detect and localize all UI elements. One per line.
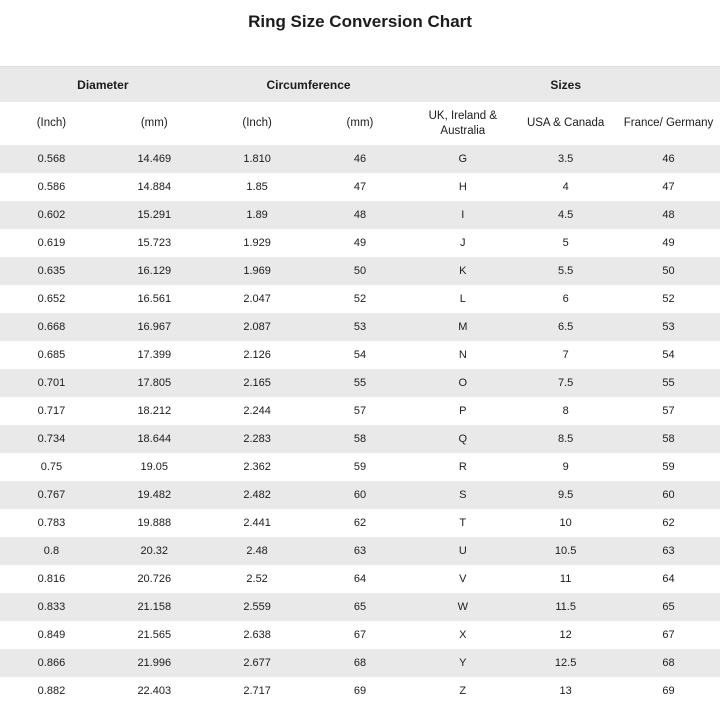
- table-cell: 15.291: [103, 201, 206, 229]
- table-cell: 13: [514, 677, 617, 705]
- table-cell: 2.126: [206, 341, 309, 369]
- table-cell: 9: [514, 453, 617, 481]
- table-cell: 1.929: [206, 229, 309, 257]
- table-cell: 16.561: [103, 285, 206, 313]
- table-cell: U: [411, 537, 514, 565]
- table-cell: K: [411, 257, 514, 285]
- column-header-circumference-inch: (Inch): [206, 102, 309, 145]
- table-cell: 65: [309, 593, 412, 621]
- table-cell: 59: [309, 453, 412, 481]
- table-cell: 4.5: [514, 201, 617, 229]
- table-cell: 16.967: [103, 313, 206, 341]
- table-cell: 62: [617, 509, 720, 537]
- table-cell: 6: [514, 285, 617, 313]
- table-cell: 67: [617, 621, 720, 649]
- table-cell: G: [411, 145, 514, 173]
- table-cell: Y: [411, 649, 514, 677]
- table-cell: 2.244: [206, 397, 309, 425]
- table-cell: 7.5: [514, 369, 617, 397]
- table-cell: 69: [309, 677, 412, 705]
- column-header-circumference-mm: (mm): [309, 102, 412, 145]
- table-cell: 54: [309, 341, 412, 369]
- table-cell: 52: [617, 285, 720, 313]
- table-cell: 2.087: [206, 313, 309, 341]
- column-header-diameter-inch: (Inch): [0, 102, 103, 145]
- table-cell: N: [411, 341, 514, 369]
- table-cell: 63: [309, 537, 412, 565]
- table-cell: 1.969: [206, 257, 309, 285]
- table-cell: 14.469: [103, 145, 206, 173]
- table-row: [0, 257, 720, 285]
- table-cell: 6.5: [514, 313, 617, 341]
- table-cell: X: [411, 621, 514, 649]
- table-cell: 0.8: [0, 537, 103, 565]
- table-cell: 69: [617, 677, 720, 705]
- table-cell: 2.441: [206, 509, 309, 537]
- table-cell: 50: [309, 257, 412, 285]
- table-cell: 0.602: [0, 201, 103, 229]
- table-cell: 2.48: [206, 537, 309, 565]
- table-row: [0, 481, 720, 509]
- table-row: [0, 341, 720, 369]
- column-header-uk-ireland-australia: UK, Ireland & Australia: [411, 102, 514, 145]
- table-cell: 2.283: [206, 425, 309, 453]
- table-cell: 7: [514, 341, 617, 369]
- table-cell: 0.568: [0, 145, 103, 173]
- table-cell: M: [411, 313, 514, 341]
- column-header-usa-canada: USA & Canada: [514, 102, 617, 145]
- table-cell: 0.833: [0, 593, 103, 621]
- table-row: [0, 537, 720, 565]
- table-row: [0, 229, 720, 257]
- group-header-circumference: Circumference: [206, 67, 412, 103]
- table-cell: 0.635: [0, 257, 103, 285]
- table-row: [0, 369, 720, 397]
- table-cell: 2.559: [206, 593, 309, 621]
- table-cell: 22.403: [103, 677, 206, 705]
- table-cell: 53: [617, 313, 720, 341]
- table-cell: 64: [617, 565, 720, 593]
- table-cell: 0.586: [0, 173, 103, 201]
- table-cell: 49: [617, 229, 720, 257]
- table-cell: 20.32: [103, 537, 206, 565]
- table-cell: 67: [309, 621, 412, 649]
- table-cell: I: [411, 201, 514, 229]
- table-cell: 50: [617, 257, 720, 285]
- table-cell: 14.884: [103, 173, 206, 201]
- table-cell: 47: [309, 173, 412, 201]
- table-cell: 3.5: [514, 145, 617, 173]
- table-row: [0, 313, 720, 341]
- table-cell: 15.723: [103, 229, 206, 257]
- table-cell: 19.05: [103, 453, 206, 481]
- table-cell: 18.212: [103, 397, 206, 425]
- table-cell: 2.165: [206, 369, 309, 397]
- table-cell: T: [411, 509, 514, 537]
- table-header: [0, 67, 720, 146]
- table-cell: 0.619: [0, 229, 103, 257]
- table-cell: 65: [617, 593, 720, 621]
- table-cell: 2.482: [206, 481, 309, 509]
- table-row: [0, 453, 720, 481]
- table-cell: 0.701: [0, 369, 103, 397]
- column-header-diameter-mm: (mm): [103, 102, 206, 145]
- table-cell: 0.849: [0, 621, 103, 649]
- table-row: [0, 593, 720, 621]
- table-cell: 12.5: [514, 649, 617, 677]
- column-header-france-germany: France/ Germany: [617, 102, 720, 145]
- table-cell: 58: [617, 425, 720, 453]
- table-cell: Q: [411, 425, 514, 453]
- table-cell: 52: [309, 285, 412, 313]
- table-cell: 53: [309, 313, 412, 341]
- table-cell: 55: [617, 369, 720, 397]
- table-cell: 21.996: [103, 649, 206, 677]
- table-cell: 0.734: [0, 425, 103, 453]
- table-cell: W: [411, 593, 514, 621]
- table-body: [0, 145, 720, 705]
- table-cell: 0.652: [0, 285, 103, 313]
- table-cell: 68: [617, 649, 720, 677]
- table-cell: 58: [309, 425, 412, 453]
- table-cell: 9.5: [514, 481, 617, 509]
- table-cell: 57: [617, 397, 720, 425]
- table-cell: S: [411, 481, 514, 509]
- ring-size-table: [0, 66, 720, 705]
- table-cell: 2.638: [206, 621, 309, 649]
- table-cell: 0.668: [0, 313, 103, 341]
- column-header-row: [0, 102, 720, 145]
- table-cell: 12: [514, 621, 617, 649]
- table-cell: 10: [514, 509, 617, 537]
- group-header-diameter: Diameter: [0, 67, 206, 103]
- table-cell: 2.717: [206, 677, 309, 705]
- table-cell: R: [411, 453, 514, 481]
- table-cell: L: [411, 285, 514, 313]
- table-cell: Z: [411, 677, 514, 705]
- table-cell: 59: [617, 453, 720, 481]
- table-cell: 17.399: [103, 341, 206, 369]
- table-cell: 0.783: [0, 509, 103, 537]
- table-cell: 21.565: [103, 621, 206, 649]
- table-cell: 4: [514, 173, 617, 201]
- table-cell: P: [411, 397, 514, 425]
- table-cell: 0.717: [0, 397, 103, 425]
- table-row: [0, 649, 720, 677]
- table-row: [0, 565, 720, 593]
- table-cell: 54: [617, 341, 720, 369]
- table-cell: 0.75: [0, 453, 103, 481]
- table-cell: H: [411, 173, 514, 201]
- group-header-sizes: Sizes: [411, 67, 720, 103]
- table-row: [0, 621, 720, 649]
- table-cell: 2.047: [206, 285, 309, 313]
- table-cell: 19.888: [103, 509, 206, 537]
- table-cell: 5.5: [514, 257, 617, 285]
- table-cell: 0.866: [0, 649, 103, 677]
- table-cell: 8: [514, 397, 617, 425]
- table-cell: 10.5: [514, 537, 617, 565]
- table-cell: 1.89: [206, 201, 309, 229]
- table-row: [0, 509, 720, 537]
- table-cell: 17.805: [103, 369, 206, 397]
- table-cell: 46: [617, 145, 720, 173]
- table-row: [0, 145, 720, 173]
- table-cell: 55: [309, 369, 412, 397]
- table-row: [0, 397, 720, 425]
- table-cell: 48: [617, 201, 720, 229]
- table-cell: 60: [617, 481, 720, 509]
- table-cell: 57: [309, 397, 412, 425]
- table-cell: 64: [309, 565, 412, 593]
- table-cell: 19.482: [103, 481, 206, 509]
- table-cell: 11: [514, 565, 617, 593]
- table-cell: 1.85: [206, 173, 309, 201]
- table-cell: 47: [617, 173, 720, 201]
- table-cell: 2.677: [206, 649, 309, 677]
- table-cell: 0.767: [0, 481, 103, 509]
- table-cell: 5: [514, 229, 617, 257]
- table-cell: 2.52: [206, 565, 309, 593]
- table-cell: 62: [309, 509, 412, 537]
- table-cell: 0.882: [0, 677, 103, 705]
- table-cell: 2.362: [206, 453, 309, 481]
- table-cell: 11.5: [514, 593, 617, 621]
- table-row: [0, 201, 720, 229]
- table-cell: 16.129: [103, 257, 206, 285]
- table-cell: O: [411, 369, 514, 397]
- table-row: [0, 677, 720, 705]
- page-title: Ring Size Conversion Chart: [248, 12, 472, 31]
- table-cell: 68: [309, 649, 412, 677]
- table-cell: V: [411, 565, 514, 593]
- table-cell: 18.644: [103, 425, 206, 453]
- table-cell: 1.810: [206, 145, 309, 173]
- table-cell: 48: [309, 201, 412, 229]
- table-cell: 0.816: [0, 565, 103, 593]
- table-cell: 21.158: [103, 593, 206, 621]
- table-cell: 0.685: [0, 341, 103, 369]
- table-row: [0, 173, 720, 201]
- table-cell: 49: [309, 229, 412, 257]
- table-cell: 20.726: [103, 565, 206, 593]
- table-cell: J: [411, 229, 514, 257]
- group-header-row: [0, 67, 720, 103]
- table-cell: 46: [309, 145, 412, 173]
- table-cell: 63: [617, 537, 720, 565]
- table-row: [0, 285, 720, 313]
- table-cell: 8.5: [514, 425, 617, 453]
- table-row: [0, 425, 720, 453]
- table-cell: 60: [309, 481, 412, 509]
